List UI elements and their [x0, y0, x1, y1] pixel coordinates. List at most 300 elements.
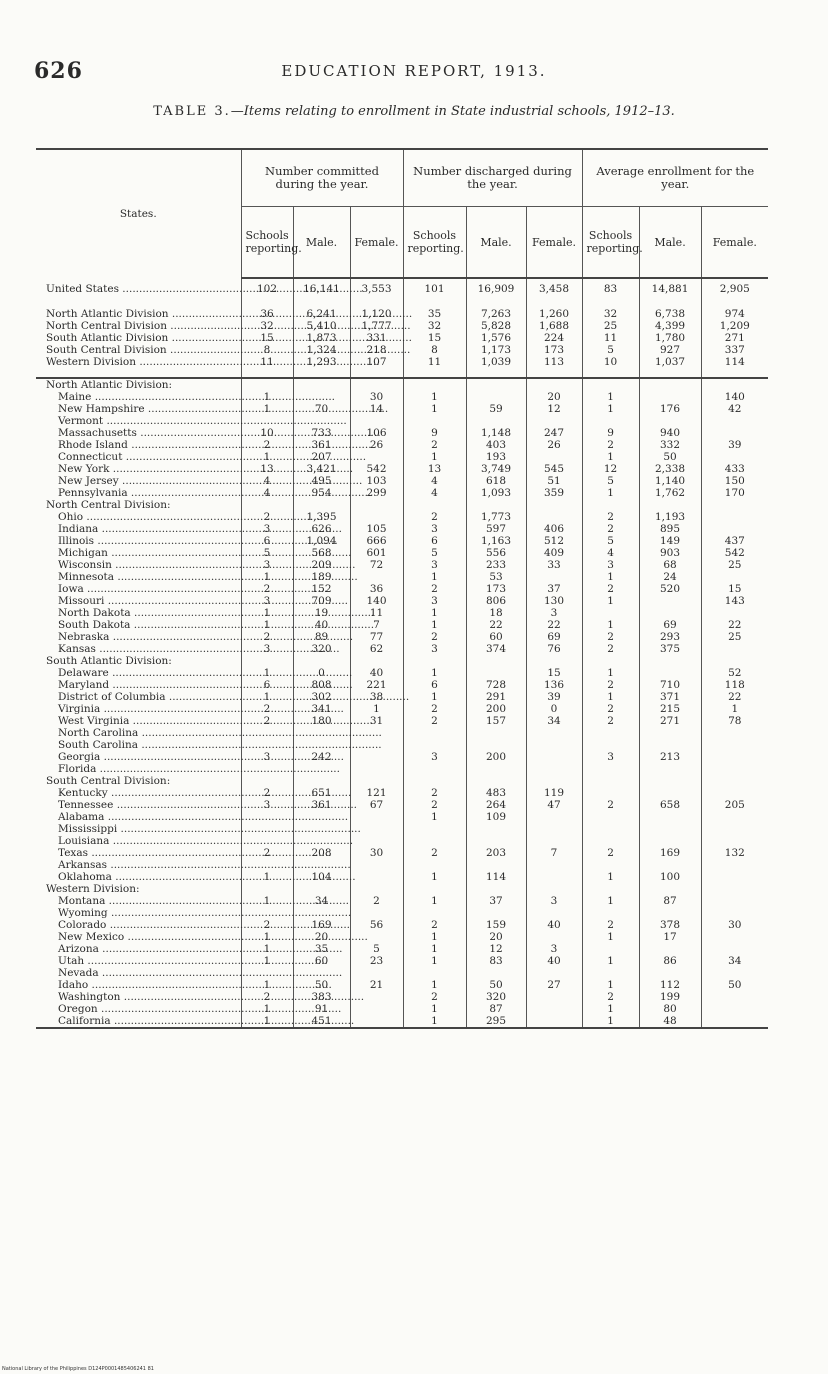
value-cell: 34 [526, 715, 582, 727]
table-row [36, 1015, 768, 1028]
value-cell: 808 [293, 679, 350, 691]
value-cell [466, 739, 526, 751]
value-cell: 39 [701, 439, 768, 451]
row-label: New Mexico ..... [36, 931, 241, 943]
value-cell: 1 [403, 619, 466, 631]
value-cell: 100 [639, 871, 701, 883]
value-cell: 1,120 [350, 308, 403, 320]
value-cell [526, 727, 582, 739]
value-cell: 1,395 [293, 511, 350, 523]
value-cell: 3,749 [466, 463, 526, 475]
value-cell [701, 895, 768, 907]
value-cell: 666 [350, 535, 403, 547]
enrollment-group-header: Average enrollment for the year. [582, 149, 768, 207]
value-cell: 2 [241, 847, 293, 859]
value-cell [582, 835, 639, 847]
value-cell: 1 [403, 895, 466, 907]
value-cell [582, 859, 639, 871]
value-cell [701, 1003, 768, 1015]
value-cell: 105 [350, 523, 403, 535]
value-cell: 4,399 [639, 320, 701, 332]
value-cell [639, 607, 701, 619]
value-cell: 2 [241, 439, 293, 451]
row-label: Kansas ..... [36, 643, 241, 655]
value-cell: 1 [582, 691, 639, 703]
table-row [36, 439, 768, 451]
value-cell: 437 [701, 535, 768, 547]
value-cell [582, 655, 639, 667]
value-cell [526, 835, 582, 847]
table-row [36, 991, 768, 1003]
value-cell: 1 [403, 931, 466, 943]
value-cell [639, 391, 701, 403]
value-cell: 361 [293, 439, 350, 451]
value-cell [350, 415, 403, 427]
value-cell: 149 [639, 535, 701, 547]
value-cell: 1 [582, 955, 639, 967]
value-cell: 341 [293, 703, 350, 715]
value-cell: 173 [526, 344, 582, 356]
row-label: Arizona ..... [36, 943, 241, 955]
table-label: TABLE 3. [153, 104, 231, 119]
table-row [36, 1003, 768, 1015]
table-row [36, 278, 768, 299]
female-header: Female. [701, 207, 768, 279]
value-cell: 3 [241, 559, 293, 571]
table-row [36, 547, 768, 559]
row-label: Washington ..... [36, 991, 241, 1003]
value-cell: 556 [466, 547, 526, 559]
table-row [36, 571, 768, 583]
table-row [36, 787, 768, 799]
schools-reporting-header: Schools reporting. [582, 207, 639, 279]
table-caption [0, 104, 828, 119]
value-cell: 15 [241, 332, 293, 344]
value-cell [466, 907, 526, 919]
value-cell: 6,738 [639, 308, 701, 320]
row-label: West Virginia ..... [36, 715, 241, 727]
value-cell [293, 499, 350, 511]
value-cell: 218 [350, 344, 403, 356]
value-cell: 50 [639, 451, 701, 463]
value-cell: 1 [582, 487, 639, 499]
value-cell: 1,163 [466, 535, 526, 547]
value-cell: 12 [582, 463, 639, 475]
value-cell: 1 [582, 895, 639, 907]
committed-group-header: Number committed during the year. [241, 149, 403, 207]
table-row [36, 763, 768, 775]
value-cell: 733 [293, 427, 350, 439]
value-cell: 87 [466, 1003, 526, 1015]
value-cell: 375 [639, 643, 701, 655]
value-cell: 903 [639, 547, 701, 559]
discharged-group-header: Number discharged during the year. [403, 149, 582, 207]
row-label: North Central Division: [46, 499, 171, 511]
value-cell: 62 [350, 643, 403, 655]
value-cell [466, 415, 526, 427]
row-label: South Central Division ..... [36, 344, 241, 356]
value-cell [639, 835, 701, 847]
value-cell [526, 871, 582, 883]
table-row [36, 847, 768, 859]
row-label: Michigan ..... [36, 547, 241, 559]
value-cell: 140 [350, 595, 403, 607]
value-cell: 2 [241, 703, 293, 715]
value-cell [293, 883, 350, 895]
value-cell [350, 775, 403, 787]
value-cell: 0 [526, 703, 582, 715]
value-cell [582, 907, 639, 919]
value-cell [526, 931, 582, 943]
table-row [36, 344, 768, 356]
value-cell: 36 [241, 308, 293, 320]
value-cell [701, 763, 768, 775]
value-cell: 2 [582, 643, 639, 655]
value-cell: 1 [403, 811, 466, 823]
value-cell [350, 811, 403, 823]
value-cell [639, 727, 701, 739]
value-cell: 199 [639, 991, 701, 1003]
value-cell: 5 [582, 344, 639, 356]
value-cell: 1 [241, 955, 293, 967]
value-cell [466, 667, 526, 679]
value-cell [241, 775, 293, 787]
value-cell [526, 763, 582, 775]
value-cell: 651 [293, 787, 350, 799]
value-cell: 38 [350, 691, 403, 703]
table-row [36, 415, 768, 427]
value-cell: 15 [701, 583, 768, 595]
table-row [36, 403, 768, 415]
value-cell: 69 [639, 619, 701, 631]
value-cell [639, 378, 701, 391]
value-cell [403, 415, 466, 427]
table-row [36, 871, 768, 883]
value-cell: 1 [582, 1003, 639, 1015]
states-header: States. [119, 208, 157, 220]
value-cell [350, 1015, 403, 1028]
value-cell [241, 499, 293, 511]
row-label: Virginia ..... [36, 703, 241, 715]
value-cell: 1,209 [701, 320, 768, 332]
value-cell [350, 763, 403, 775]
value-cell: 3 [241, 595, 293, 607]
value-cell: 159 [466, 919, 526, 931]
value-cell: 60 [466, 631, 526, 643]
table-row [36, 679, 768, 691]
value-cell: 3,458 [526, 278, 582, 299]
value-cell [466, 655, 526, 667]
value-cell: 7,263 [466, 308, 526, 320]
value-cell: 320 [466, 991, 526, 1003]
value-cell: 22 [466, 619, 526, 631]
female-header: Female. [350, 207, 403, 279]
value-cell: 68 [639, 559, 701, 571]
value-cell: 34 [701, 955, 768, 967]
table-row [36, 378, 768, 391]
value-cell: 35 [403, 308, 466, 320]
value-cell: 1 [582, 1015, 639, 1028]
value-cell: 409 [526, 547, 582, 559]
value-cell: 189 [293, 571, 350, 583]
value-cell: 50 [293, 979, 350, 991]
row-label: New Hampshire ..... [36, 403, 241, 415]
value-cell: 264 [466, 799, 526, 811]
table-row [36, 943, 768, 955]
value-cell: 14,881 [639, 278, 701, 299]
value-cell [403, 378, 466, 391]
value-cell [466, 763, 526, 775]
spacer-cell [639, 299, 701, 308]
spacer-cell [36, 368, 241, 378]
table-row [36, 451, 768, 463]
row-label: Texas ..... [36, 847, 241, 859]
value-cell: 102 [241, 278, 293, 299]
row-label: California ..... [36, 1015, 241, 1028]
value-cell: 209 [293, 559, 350, 571]
row-label: Tennessee ..... [36, 799, 241, 811]
value-cell: 152 [293, 583, 350, 595]
value-cell: 1,039 [466, 356, 526, 368]
value-cell: 4 [241, 487, 293, 499]
spacer-cell [526, 299, 582, 308]
value-cell [701, 739, 768, 751]
value-cell: 1 [582, 403, 639, 415]
value-cell: 2 [403, 847, 466, 859]
value-cell: 1,260 [526, 308, 582, 320]
table-row [36, 859, 768, 871]
value-cell: 302 [293, 691, 350, 703]
row-label: Delaware ..... [36, 667, 241, 679]
value-cell: 10 [582, 356, 639, 368]
value-cell: 9 [582, 427, 639, 439]
value-cell: 271 [701, 332, 768, 344]
value-cell [701, 655, 768, 667]
value-cell [293, 378, 350, 391]
value-cell [350, 907, 403, 919]
table-row [36, 655, 768, 667]
value-cell: 1,037 [639, 356, 701, 368]
value-cell: 2,905 [701, 278, 768, 299]
value-cell [582, 415, 639, 427]
table-row [36, 356, 768, 368]
value-cell: 247 [526, 427, 582, 439]
value-cell: 50 [466, 979, 526, 991]
value-cell: 119 [526, 787, 582, 799]
value-cell [466, 727, 526, 739]
value-cell: 1 [241, 979, 293, 991]
value-cell: 1,173 [466, 344, 526, 356]
value-cell: 203 [466, 847, 526, 859]
value-cell: 76 [526, 643, 582, 655]
value-cell: 1 [403, 403, 466, 415]
value-cell [582, 739, 639, 751]
value-cell: 14 [350, 403, 403, 415]
spacer-cell [701, 368, 768, 378]
value-cell: 83 [582, 278, 639, 299]
value-cell: 193 [466, 451, 526, 463]
value-cell: 1,093 [466, 487, 526, 499]
value-cell [526, 751, 582, 763]
value-cell: 215 [639, 703, 701, 715]
value-cell: 1 [241, 607, 293, 619]
value-cell [403, 775, 466, 787]
value-cell [701, 871, 768, 883]
value-cell: 59 [466, 403, 526, 415]
value-cell: 143 [701, 595, 768, 607]
source-note: National Library of the Philippines D124P0001485406241 81 [2, 1366, 154, 1372]
value-cell: 3 [241, 799, 293, 811]
spacer-cell [403, 368, 466, 378]
table-row [36, 320, 768, 332]
value-cell: 1 [241, 403, 293, 415]
value-cell [350, 655, 403, 667]
value-cell: 15 [403, 332, 466, 344]
table-row [36, 703, 768, 715]
value-cell: 20 [293, 931, 350, 943]
value-cell: 2 [582, 511, 639, 523]
row-spacer [36, 299, 768, 308]
value-cell: 895 [639, 523, 701, 535]
row-label: North Central Division ..... [36, 320, 241, 332]
row-label: Western Division: [46, 883, 140, 895]
value-cell: 13 [403, 463, 466, 475]
value-cell: 22 [526, 619, 582, 631]
value-cell: 542 [701, 547, 768, 559]
value-cell [526, 1015, 582, 1028]
value-cell: 2 [582, 679, 639, 691]
value-cell [350, 499, 403, 511]
row-label: Iowa ..... [36, 583, 241, 595]
value-cell: 1,780 [639, 332, 701, 344]
value-cell: 2 [582, 799, 639, 811]
value-cell [526, 991, 582, 1003]
value-cell: 37 [466, 895, 526, 907]
value-cell: 40 [293, 619, 350, 631]
value-cell [403, 655, 466, 667]
value-cell [701, 787, 768, 799]
spacer-cell [701, 299, 768, 308]
value-cell: 337 [701, 344, 768, 356]
row-label: Pennsylvania ..... [36, 487, 241, 499]
value-cell [639, 811, 701, 823]
value-cell: 11 [350, 607, 403, 619]
value-cell: 6 [241, 679, 293, 691]
value-cell: 180 [293, 715, 350, 727]
value-cell [701, 823, 768, 835]
value-cell: 1 [582, 391, 639, 403]
value-cell [526, 907, 582, 919]
value-cell: 12 [526, 403, 582, 415]
value-cell: 69 [526, 631, 582, 643]
table-row [36, 979, 768, 991]
table-row [36, 643, 768, 655]
value-cell: 23 [350, 955, 403, 967]
table-row [36, 308, 768, 320]
value-cell: 1 [241, 391, 293, 403]
value-cell: 1 [241, 871, 293, 883]
value-cell [403, 763, 466, 775]
value-cell [701, 523, 768, 535]
value-cell: 3 [241, 751, 293, 763]
value-cell [701, 883, 768, 895]
value-cell: 130 [526, 595, 582, 607]
value-cell: 2 [350, 895, 403, 907]
value-cell: 451 [293, 1015, 350, 1028]
table-row [36, 595, 768, 607]
value-cell [350, 1003, 403, 1015]
value-cell: 2 [403, 631, 466, 643]
table-row [36, 511, 768, 523]
value-cell: 176 [639, 403, 701, 415]
value-cell: 40 [350, 667, 403, 679]
value-cell [293, 655, 350, 667]
value-cell: 221 [350, 679, 403, 691]
value-cell [639, 787, 701, 799]
value-cell: 320 [293, 643, 350, 655]
row-label: North Dakota ..... [36, 607, 241, 619]
value-cell [701, 835, 768, 847]
value-cell [526, 967, 582, 979]
value-cell: 359 [526, 487, 582, 499]
value-cell: 710 [639, 679, 701, 691]
row-label: Western Division ..... [36, 356, 241, 368]
value-cell: 1,148 [466, 427, 526, 439]
value-cell [403, 739, 466, 751]
value-cell: 2 [403, 439, 466, 451]
value-cell: 1 [403, 607, 466, 619]
spacer-cell [350, 368, 403, 378]
value-cell [639, 667, 701, 679]
value-cell: 2 [241, 583, 293, 595]
value-cell: 40 [526, 955, 582, 967]
value-cell: 1,762 [639, 487, 701, 499]
value-cell: 374 [466, 643, 526, 655]
value-cell [466, 391, 526, 403]
value-cell: 1 [582, 667, 639, 679]
value-cell: 26 [350, 439, 403, 451]
value-cell: 6 [403, 535, 466, 547]
table-row [36, 715, 768, 727]
row-label: Louisiana ..... [36, 835, 241, 847]
row-label: Oregon ..... [36, 1003, 241, 1015]
value-cell [639, 823, 701, 835]
value-cell: 86 [639, 955, 701, 967]
value-cell: 37 [526, 583, 582, 595]
value-cell: 1 [582, 451, 639, 463]
value-cell [701, 511, 768, 523]
value-cell [466, 378, 526, 391]
value-cell: 118 [701, 679, 768, 691]
value-cell [639, 883, 701, 895]
value-cell [526, 1003, 582, 1015]
row-label: Montana ..... [36, 895, 241, 907]
value-cell: 1 [582, 871, 639, 883]
row-label: North Carolina ..... [36, 727, 241, 739]
value-cell: 157 [466, 715, 526, 727]
value-cell: 20 [466, 931, 526, 943]
value-cell: 132 [701, 847, 768, 859]
value-cell: 169 [293, 919, 350, 931]
value-cell [350, 571, 403, 583]
value-cell: 1 [241, 451, 293, 463]
value-cell: 483 [466, 787, 526, 799]
value-cell: 30 [350, 391, 403, 403]
value-cell: 1 [403, 667, 466, 679]
value-cell: 3,421 [293, 463, 350, 475]
value-cell: 1,140 [639, 475, 701, 487]
table-row [36, 895, 768, 907]
